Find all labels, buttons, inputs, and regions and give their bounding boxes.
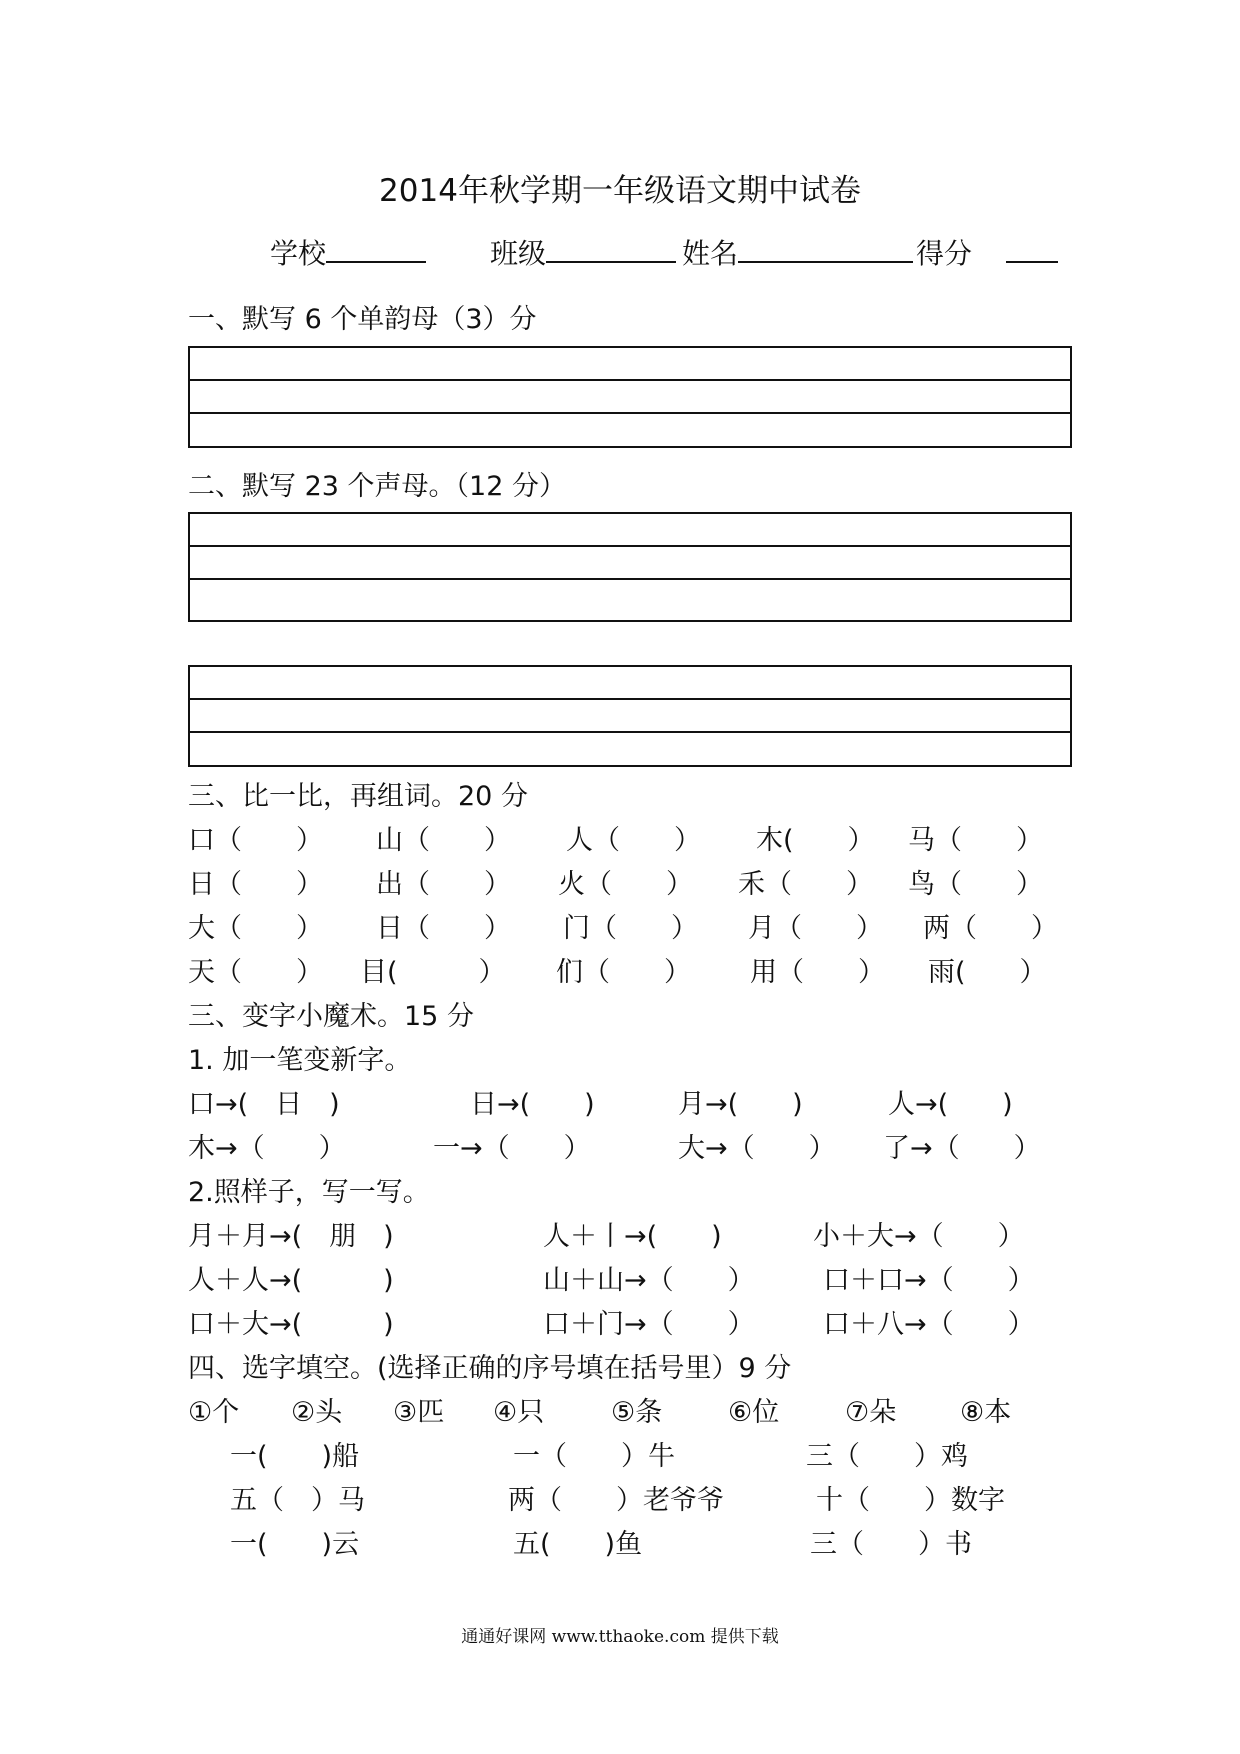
section-4-heading: 三、变字小魔术。15 分: [188, 1001, 474, 1032]
fill-item[interactable]: 一( )云: [230, 1529, 360, 1560]
measure-word-option: ③匹: [393, 1397, 445, 1428]
page-title: 2014年秋学期一年级语文期中试卷: [379, 173, 861, 209]
class-label: 班级: [490, 237, 547, 270]
section-4-part-1: 1. 加一笔变新字。: [188, 1045, 412, 1076]
compare-item[interactable]: 山（ ）: [376, 825, 511, 856]
combine-item[interactable]: 口＋大→( ): [188, 1309, 394, 1340]
compare-item[interactable]: 鸟（ ）: [908, 869, 1043, 900]
add-stroke-item[interactable]: 日→( ): [470, 1089, 595, 1120]
class-blank[interactable]: [546, 233, 676, 263]
compare-item[interactable]: 马（ ）: [908, 825, 1043, 856]
combine-item[interactable]: 山＋山→（ ）: [543, 1265, 755, 1296]
writing-line: [190, 547, 1070, 580]
section-5-heading: 四、选字填空。(选择正确的序号填在括号里）9 分: [188, 1353, 792, 1384]
footer-source: 通通好课网 www.tthaoke.com 提供下载: [461, 1627, 779, 1647]
compare-item[interactable]: 禾（ ）: [738, 869, 873, 900]
section-2-heading: 二、默写 23 个声母。（12 分）: [188, 471, 566, 502]
fill-item[interactable]: 一（ ）牛: [513, 1441, 675, 1472]
combine-item[interactable]: 口＋口→（ ）: [823, 1265, 1035, 1296]
fill-item[interactable]: 十（ ）数字: [816, 1485, 1005, 1516]
compare-item[interactable]: 火（ ）: [558, 869, 693, 900]
writing-line: [190, 414, 1070, 447]
school-blank[interactable]: [326, 233, 426, 263]
compare-item[interactable]: 口（ ）: [188, 825, 323, 856]
combine-item[interactable]: 月＋月→( 朋 ): [188, 1221, 394, 1252]
section-1-heading: 一、默写 6 个单韵母（3）分: [188, 304, 537, 335]
fill-item[interactable]: 一( )船: [230, 1441, 360, 1472]
writing-line: [190, 348, 1070, 381]
section-4-part-2: 2.照样子，写一写。: [188, 1177, 430, 1208]
name-label: 姓名: [682, 237, 739, 270]
add-stroke-item[interactable]: 人→( ): [888, 1089, 1013, 1120]
fill-item[interactable]: 三（ ）书: [810, 1529, 972, 1560]
combine-item[interactable]: 小＋大→（ ）: [813, 1221, 1025, 1252]
writing-box-3[interactable]: [188, 665, 1072, 767]
compare-item[interactable]: 月（ ）: [748, 913, 883, 944]
add-stroke-item[interactable]: 口→( 日 ): [188, 1089, 340, 1120]
school-field: [270, 232, 426, 272]
measure-word-option: ②头: [291, 1397, 343, 1428]
combine-item[interactable]: 口＋八→（ ）: [823, 1309, 1035, 1340]
measure-word-option: ⑧本: [960, 1397, 1012, 1428]
compare-item[interactable]: 们（ ）: [556, 957, 691, 988]
fill-item[interactable]: 五（ ）马: [230, 1485, 365, 1516]
combine-item[interactable]: 口＋门→（ ）: [543, 1309, 755, 1340]
add-stroke-item[interactable]: 木→（ ）: [188, 1133, 346, 1164]
add-stroke-item[interactable]: 一→（ ）: [433, 1133, 591, 1164]
writing-box-1[interactable]: [188, 346, 1072, 448]
fill-item[interactable]: 两（ ）老爷爷: [508, 1485, 724, 1516]
compare-item[interactable]: 雨( ）: [928, 957, 1047, 988]
name-blank[interactable]: [738, 233, 913, 263]
class-field: [490, 232, 676, 272]
compare-item[interactable]: 门（ ）: [563, 913, 698, 944]
measure-word-option: ⑤条: [611, 1397, 663, 1428]
section-3-heading: 三、比一比，再组词。20 分: [188, 781, 528, 812]
fill-item[interactable]: 三（ ）鸡: [806, 1441, 968, 1472]
compare-item[interactable]: 目( ）: [360, 957, 506, 988]
fill-item[interactable]: 五( )鱼: [513, 1529, 643, 1560]
compare-item[interactable]: 用（ ）: [750, 957, 885, 988]
writing-line: [190, 667, 1070, 700]
compare-item[interactable]: 两（ ）: [923, 913, 1058, 944]
add-stroke-item[interactable]: 大→（ ）: [678, 1133, 836, 1164]
compare-item[interactable]: 人（ ）: [566, 825, 701, 856]
combine-item[interactable]: 人＋人→( ): [188, 1265, 394, 1296]
writing-line: [190, 733, 1070, 766]
add-stroke-item[interactable]: 了→（ ）: [883, 1133, 1041, 1164]
compare-item[interactable]: 日（ ）: [188, 869, 323, 900]
name-field: [682, 232, 913, 272]
writing-line: [190, 381, 1070, 414]
score-field: [916, 232, 1058, 272]
writing-line: [190, 580, 1070, 620]
measure-word-option: ⑥位: [728, 1397, 780, 1428]
score-blank[interactable]: [1006, 233, 1058, 263]
add-stroke-item[interactable]: 月→( ): [678, 1089, 803, 1120]
writing-line: [190, 514, 1070, 547]
school-label: 学校: [270, 237, 327, 270]
measure-word-option: ①个: [188, 1397, 240, 1428]
writing-box-2[interactable]: [188, 512, 1072, 622]
compare-item[interactable]: 大（ ）: [188, 913, 323, 944]
combine-item[interactable]: 人＋丨→( ): [543, 1221, 722, 1252]
measure-word-option: ④只: [493, 1397, 545, 1428]
compare-item[interactable]: 木( ）: [756, 825, 875, 856]
writing-line: [190, 700, 1070, 733]
compare-item[interactable]: 出（ ）: [376, 869, 511, 900]
compare-item[interactable]: 日（ ）: [376, 913, 511, 944]
score-label: 得分: [916, 237, 973, 270]
compare-item[interactable]: 天（ ）: [188, 957, 323, 988]
measure-word-option: ⑦朵: [845, 1397, 897, 1428]
